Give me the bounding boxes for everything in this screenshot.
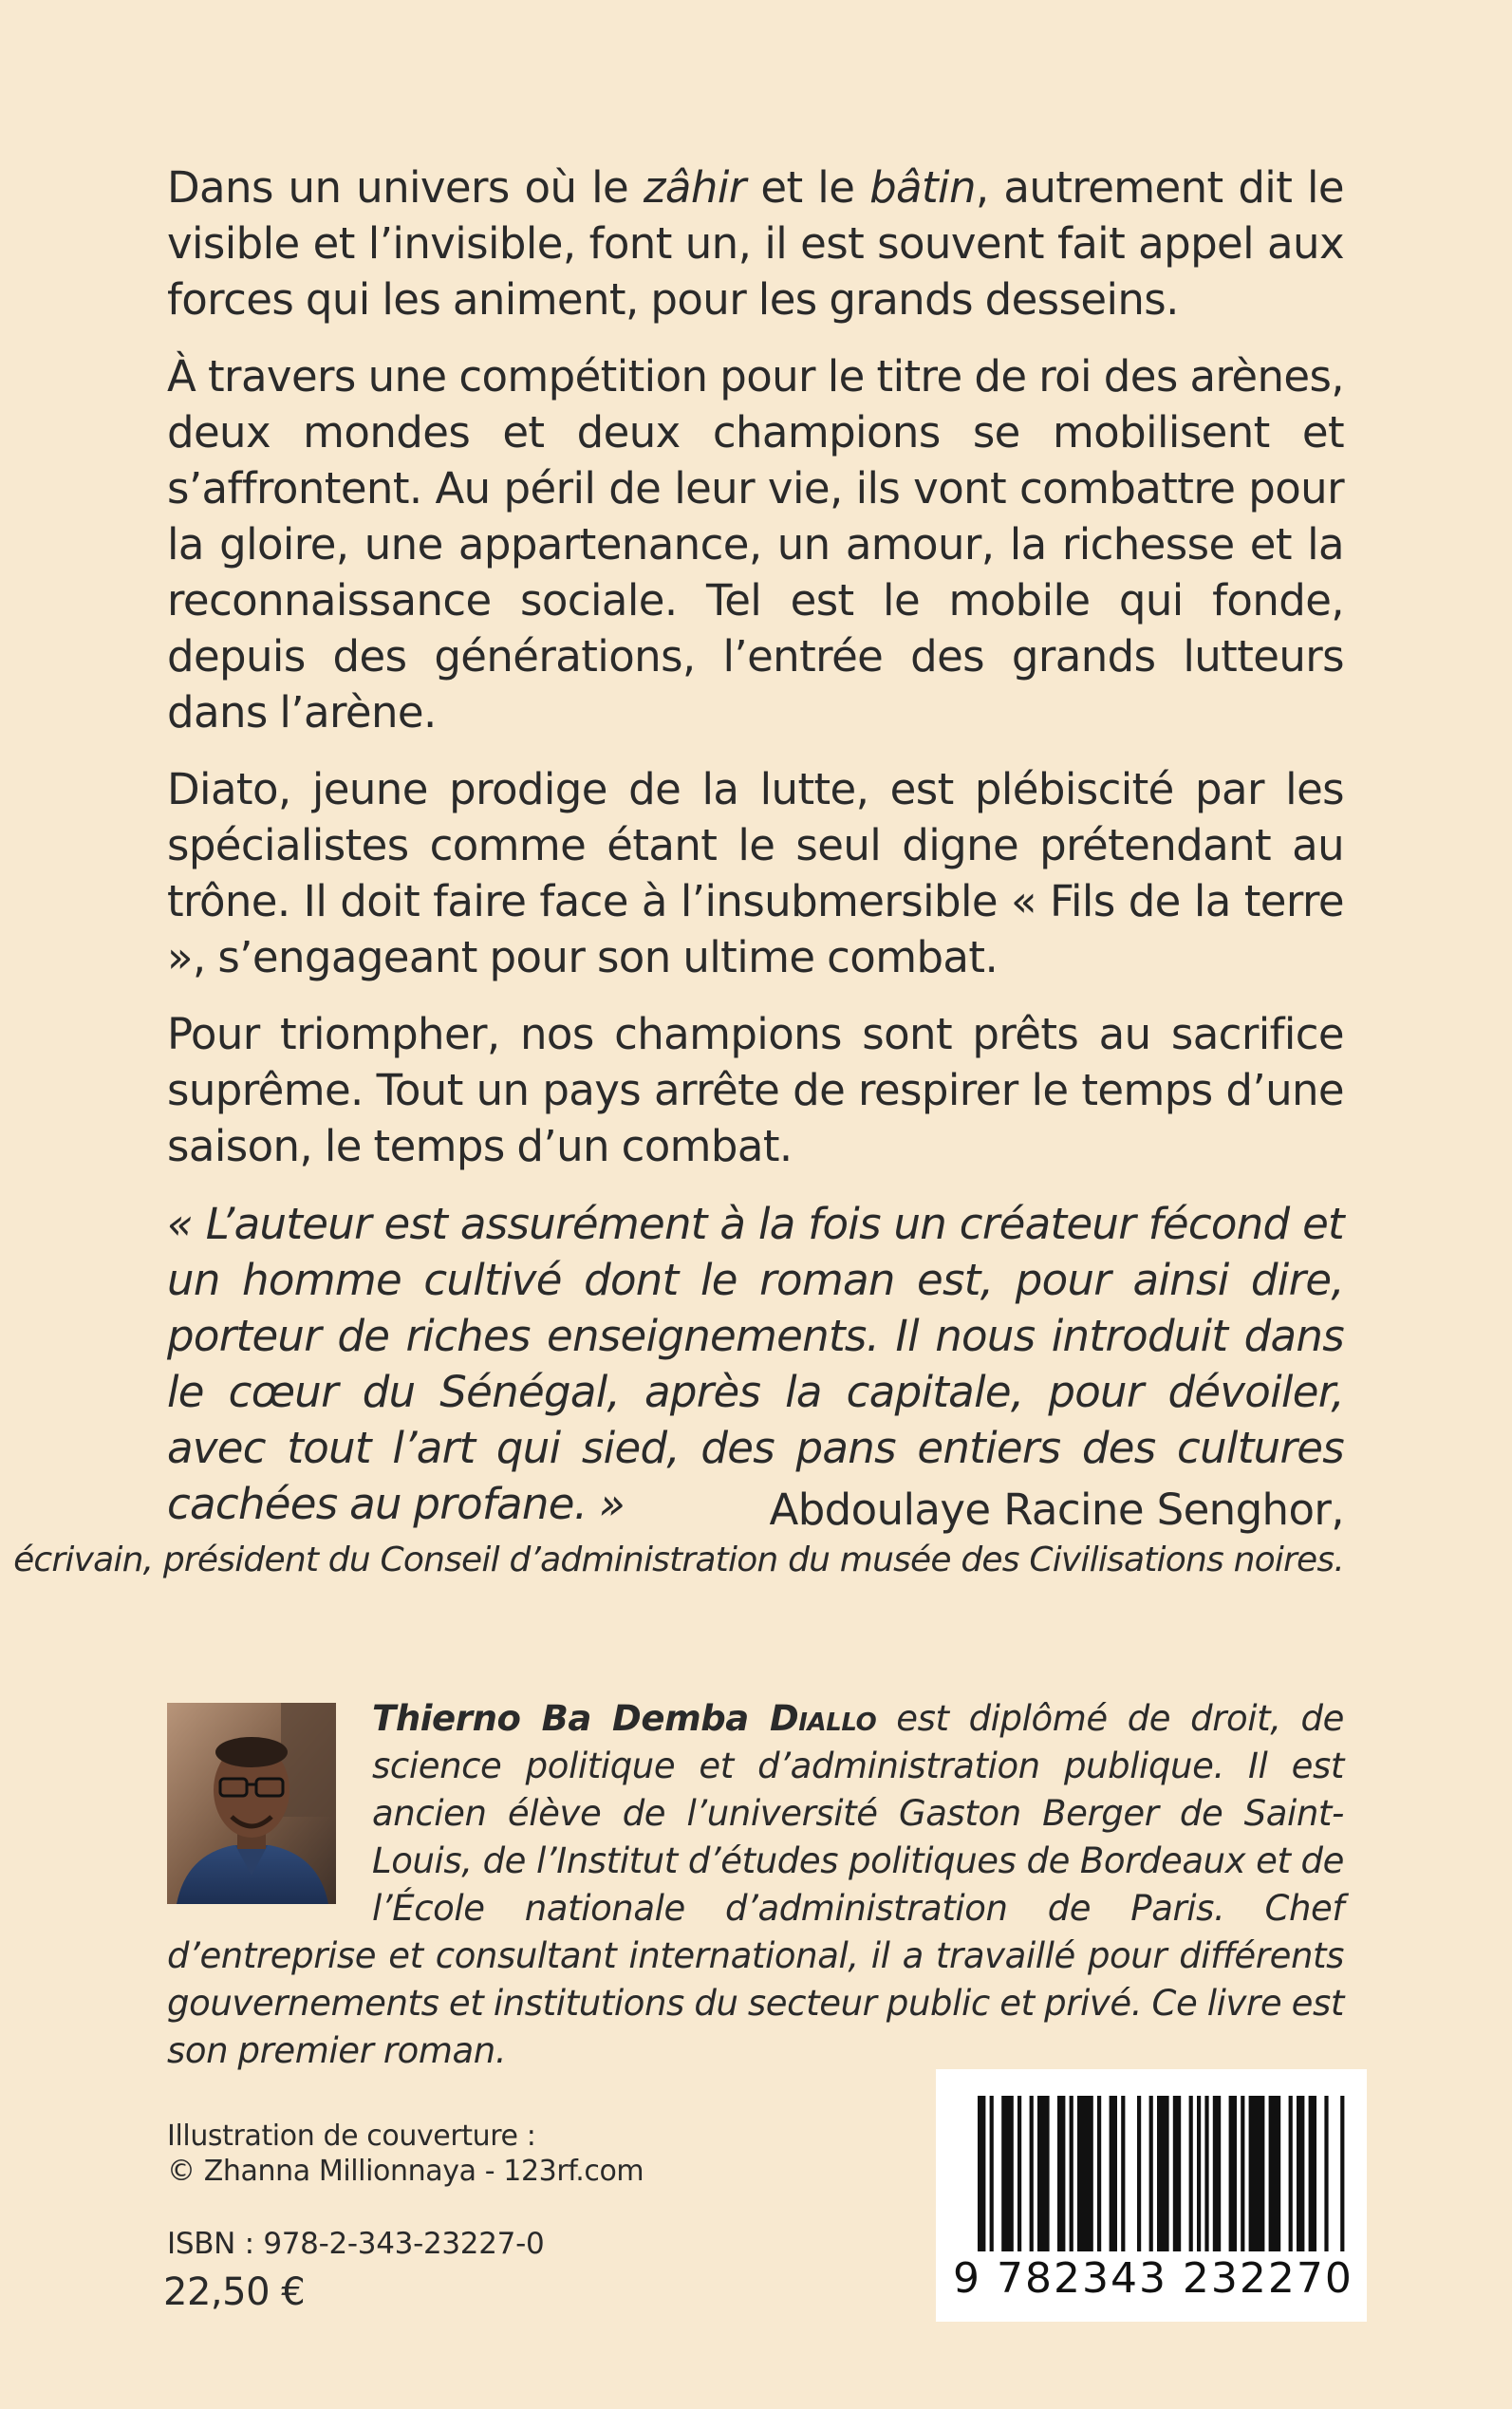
synopsis-paragraph-4: Pour triompher, nos champions sont prêts au sacrifice suprême. Tout un pays arrête de respirer le temps d’une saison, le temps d’un combat. [167,1009,1344,1171]
barcode-bar [1017,2096,1021,2251]
cover-credit [167,2119,644,2189]
barcode-bar [1309,2096,1316,2251]
synopsis-text: , autrement dit le visible et l’invisible, font un, il est souvent fait appel aux forces qui les animent, pour les grands desseins. [167,162,1344,325]
barcode-bar [1249,2096,1265,2251]
synopsis-text: et le [745,162,870,213]
author-bio-text [167,1695,1344,2075]
price: 22,50 € [163,2270,306,2314]
synopsis-paragraph-2: À travers une compétition pour le titre de roi des arènes, deux mondes et deux champions se mobilisent et s’affrontent. Au péril de leur vie, ils vont combattre pour la gloire, une appartenance, un amour, la richesse et la reconnaissance sociale. Tel est le mobile qui fonde, depuis des générations, l’entrée des grands lutteurs dans l’arène. [167,351,1344,738]
barcode-bar [1297,2096,1304,2251]
barcode-bar [1173,2096,1181,2251]
author-photo [167,1703,336,1904]
barcode-bar [1001,2096,1014,2251]
author-first-names: Thierno Ba Demba [372,1698,770,1739]
barcode-bar [1121,2096,1125,2251]
author-surname: Diallo [769,1698,877,1739]
barcode-bar [1077,2096,1093,2251]
barcode-bar [1097,2096,1101,2251]
barcode-bar [1340,2096,1344,2251]
barcode-bar [1197,2096,1201,2251]
synopsis-term-batin: bâtin [869,162,976,213]
barcode-bar [1213,2096,1221,2251]
author-bio [167,1695,1344,2075]
barcode-bar [978,2096,985,2251]
barcode-bar [1070,2096,1073,2251]
barcode-digits: 9 782343 232270 [953,2254,1353,2303]
synopsis [167,159,1344,1195]
review-quote-text: « L’auteur est assurément à la fois un créateur fécond et un homme cultivé dont le roman est, pour ainsi dire, porteur de riches enseignements. Il nous introduit dans le cœur du Sénégal, après la capitale, pour dévoiler, avec tout l’art qui sied, des pans entiers des cultures cachées au profane. » [167,1199,1344,1529]
barcode-bar [1289,2096,1293,2251]
barcode-bar [1324,2096,1328,2251]
synopsis-text: Dans un univers où le [167,162,644,213]
review-quote-author-role: écrivain, président du Conseil d’administration du musée des Civilisations noires. [13,1541,1344,1579]
barcode-bar [1137,2096,1141,2251]
barcode-bar [1204,2096,1208,2251]
barcode-bar [1037,2096,1050,2251]
synopsis-term-zahir: zâhir [643,162,746,213]
barcode-bar [1030,2096,1034,2251]
barcode [936,2069,1367,2322]
barcode-bar [1110,2096,1117,2251]
barcode-bar [1241,2096,1244,2251]
cover-credit-label: Illustration de couverture : [167,2120,536,2153]
synopsis-paragraph-1 [167,159,1344,327]
synopsis-paragraph-3: Diato, jeune prodige de la lutte, est plébiscité par les spécialistes comme étant le seul digne prétendant au trône. Il doit faire face à l’insubmersible « Fils de la terre », s’engageant pour son ultime combat. [167,764,1344,982]
barcode-bar [1157,2096,1169,2251]
barcode-bar [1189,2096,1193,2251]
author-bio-body: est diplômé de droit, de science politique et d’administration publique. Il est ancien élève de l’université Gaston Berger de Saint-Louis, de l’Institut d’études politiques de Bordeaux et de l’École nationale d’administration de Paris. Chef d’entreprise et consultant international, il a travaillé pour différents gouvernements et institutions du secteur public et privé. Ce livre est son premier roman. [167,1698,1344,2071]
barcode-bar [1269,2096,1281,2251]
barcode-bar [1229,2096,1237,2251]
barcode-bar [1149,2096,1153,2251]
review-quote-author: Abdoulaye Racine Senghor, [769,1485,1344,1535]
isbn: ISBN : 978-2-343-23227-0 [167,2227,545,2261]
barcode-bar [990,2096,994,2251]
cover-credit-source: © Zhanna Millionnaya - 123rf.com [167,2155,644,2188]
author-portrait-image [167,1703,336,1904]
barcode-bar [1057,2096,1065,2251]
